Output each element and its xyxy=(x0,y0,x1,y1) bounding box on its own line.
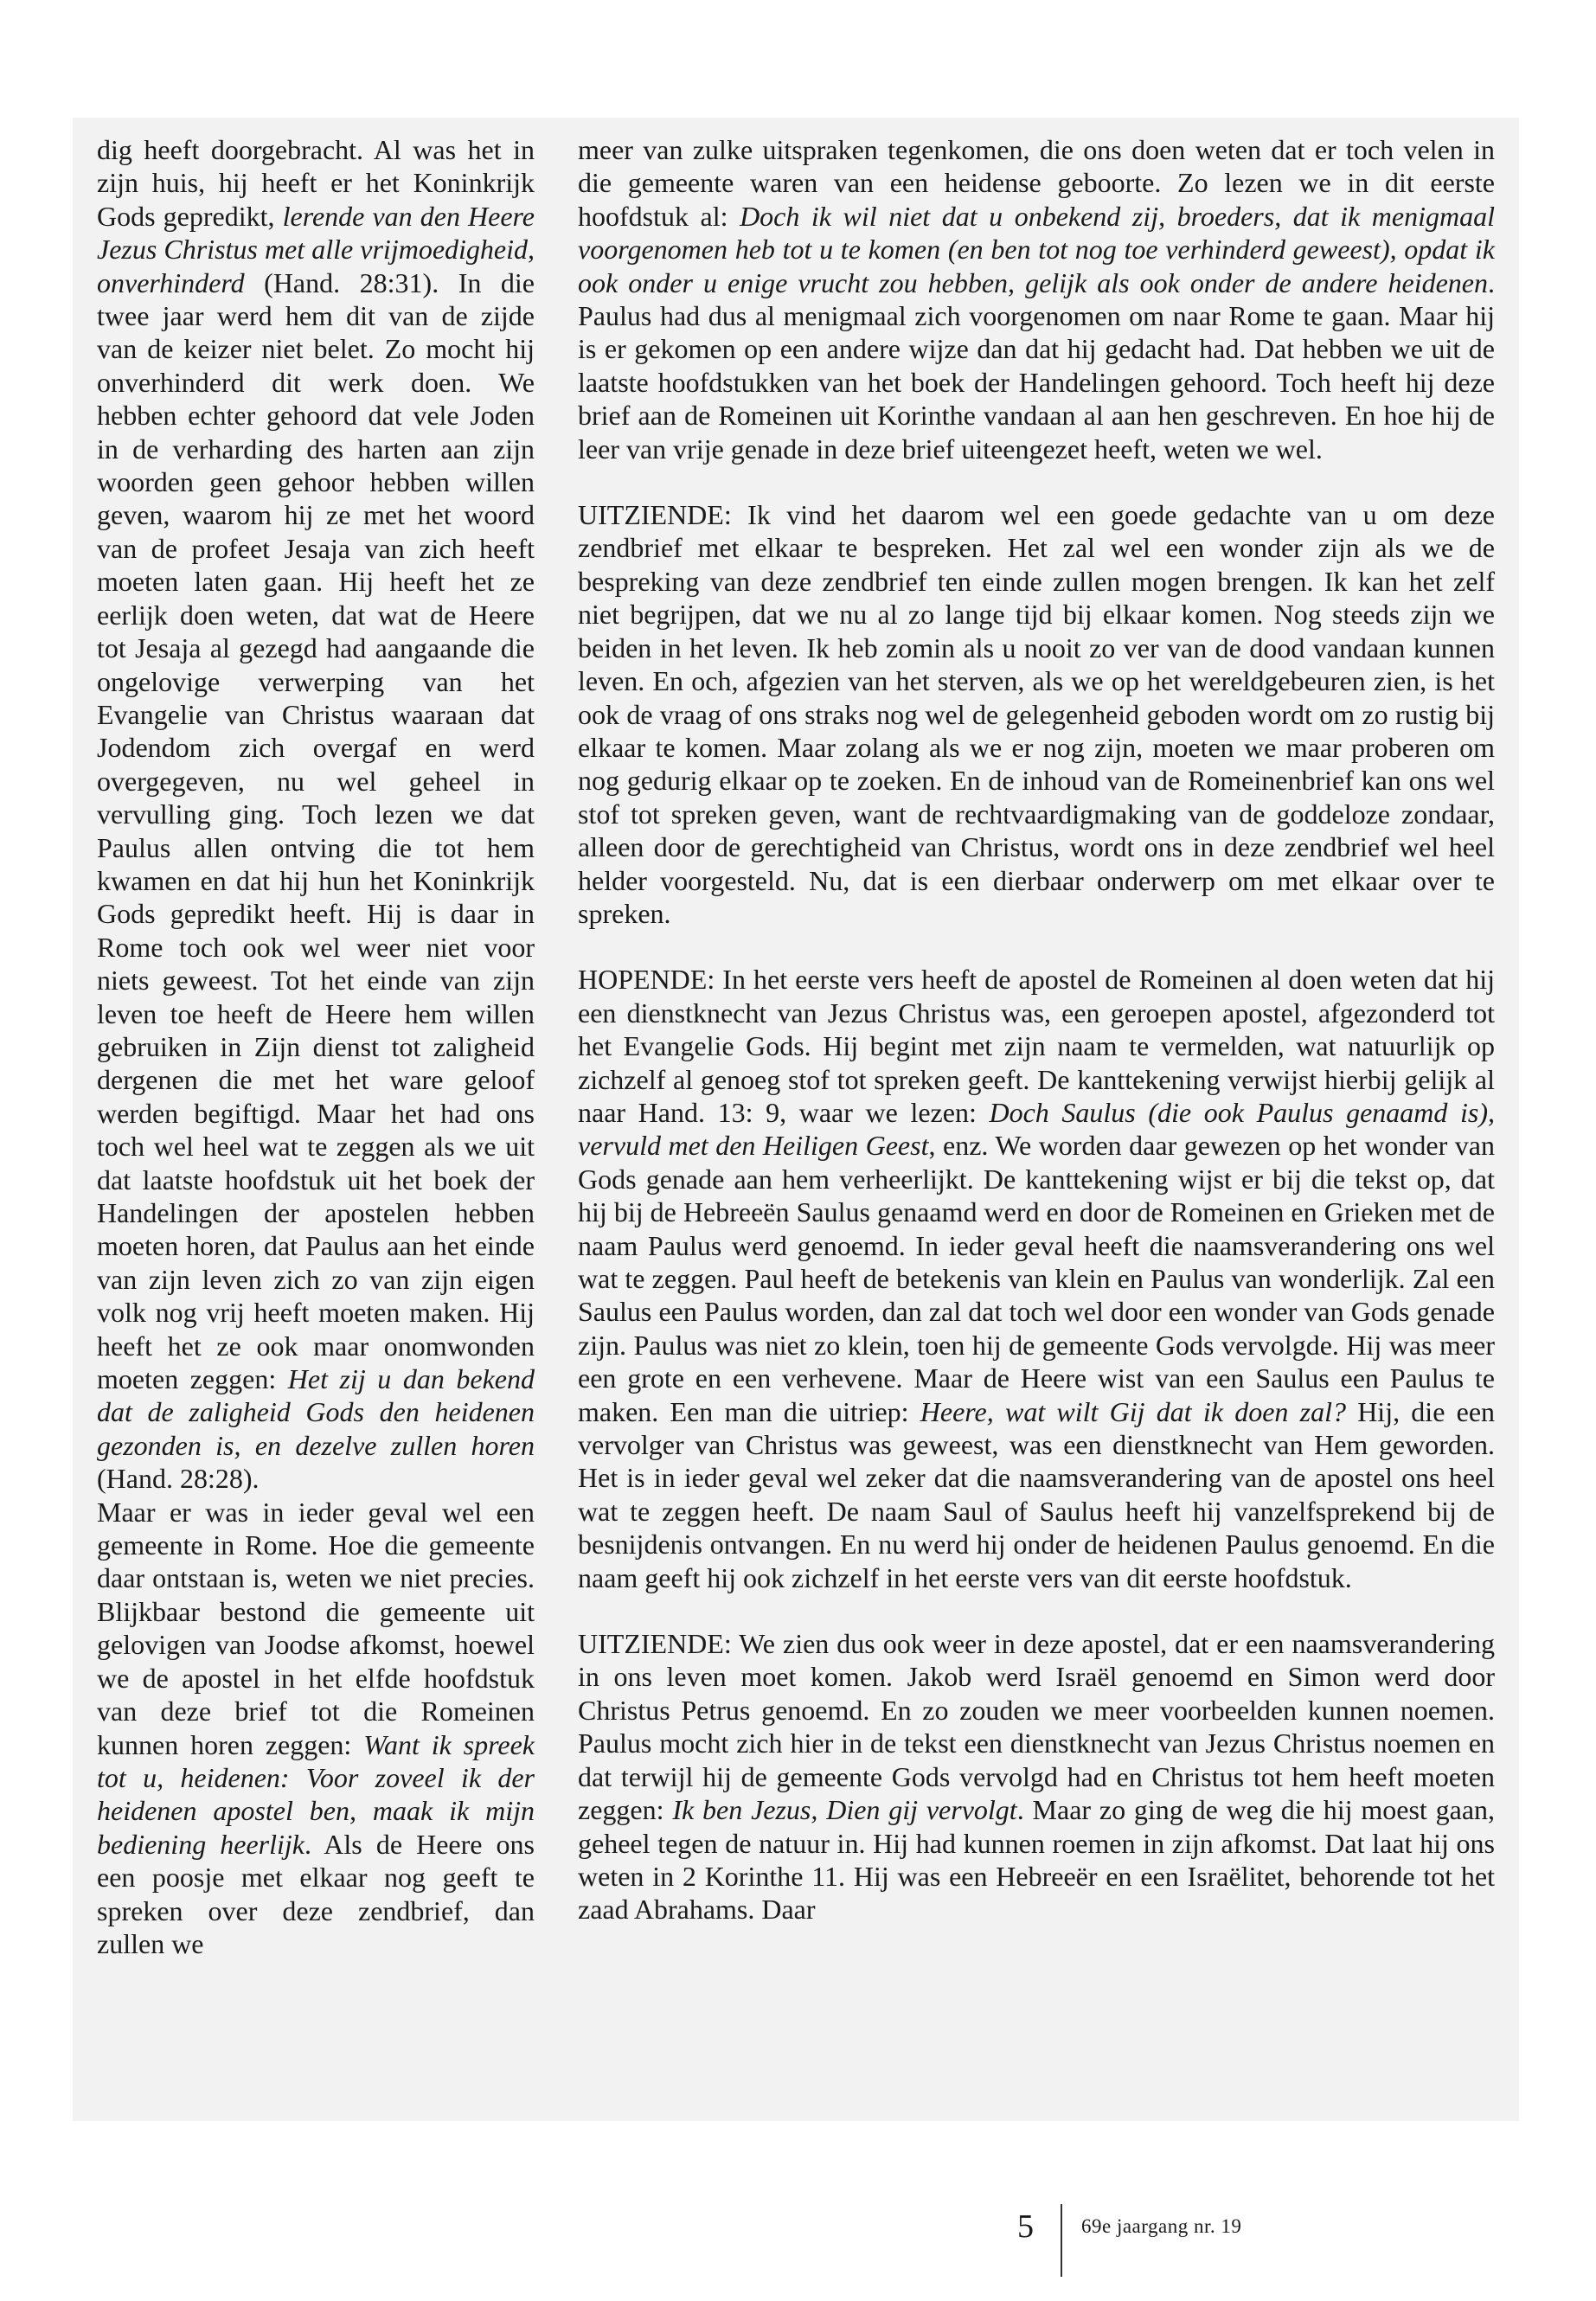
page-number: 5 xyxy=(1017,2208,1034,2245)
italic-quote: Doch ik wil niet dat u onbekend zij, broeders, dat ik menigmaal voorgenomen heb tot u te komen (en ben tot nog toe verhinderd geweest), opdat ik ook onder u enige vrucht zou hebben, gelijk als ook onder de andere heidenen xyxy=(578,200,1496,298)
paragraph xyxy=(97,133,535,1496)
text-run: Maar er was in ieder geval wel een gemeente in Rome. Hoe die gemeente daar ontstaan is, weten we niet precies. Blijkbaar bestond die gemeente uit gelovigen van Joodse afkomst, hoewel we de apostel in het elfde hoofdstuk van deze brief tot die Romeinen kunnen horen zeggen: xyxy=(97,1496,535,1760)
left-column xyxy=(97,133,535,1960)
text-run: UITZIENDE: Ik vind het daarom wel een goede gedachte van u om deze zendbrief met elkaar te bespreken. Het zal wel een wonder zijn als we de bespreking van deze zendbrief ten einde zullen mogen brengen. Ik kan het zelf niet begrijpen, dat we nu al zo lange tijd bij elkaar komen. Nog steeds zijn we beiden in het leven. Ik heb zomin als u nooit zo ver van de dood vandaan kunnen leven. En och, afgezien van het sterven, als we op het wereldgebeuren zien, is het ook de vraag of ons straks nog wel de gelegenheid geboden wordt om zo rustig bij elkaar te komen. Maar zolang als we er nog zijn, moeten we maar proberen om nog gedurig elkaar op te zoeken. En de inhoud van de Romeinenbrief kan ons wel stof tot spreken geven, want de rechtvaardigmaking van de goddeloze zondaar, alleen door de gerechtigheid van Christus, wordt ons in deze zendbrief wel heel helder voorgesteld. Nu, dat is een dierbaar onderwerp om met elkaar over te spreken. xyxy=(578,499,1495,929)
text-run: . Als de Heere ons een poosje met elkaar nog geeft te spreken over deze zendbrief, dan zullen we xyxy=(97,1828,535,1959)
italic-quote: Want ik spreek tot u, heidenen: Voor zoveel ik der heidenen apostel ben, maak ik mijn bediening heerlijk xyxy=(97,1728,535,1860)
italic-quote: lerende van den Heere Jezus Christus met alle vrijmoedigheid, onverhinderd xyxy=(97,200,535,298)
text-run: (Hand. 28:31). In die twee jaar werd hem dit van de zijde van de keizer niet belet. Zo mocht hij onverhinderd dit werk doen. We hebben echter gehoord dat vele Joden in de verharding des harten aan zijn woorden geen gehoor hebben willen geven, waarom hij ze met het woord van de profeet Jesaja van zich heeft moeten laten gaan. Hij heeft het ze eerlijk doen weten, dat wat de Heere tot Jesaja al gezegd had aangaande die ongelovige verwerping van het Evangelie van Christus waaraan dat Jodendom zich overgaf en werd overgegeven, nu wel geheel in vervulling ging. Toch lezen we dat Paulus allen ontving die tot hem kwamen en dat hij hun het Koninkrijk Gods gepredikt heeft. Hij is daar in Rome toch ook wel weer niet voor niets geweest. Tot het einde van zijn leven toe heeft de Heere hem willen gebruiken in Zijn dienst tot zaligheid dergenen die met het ware geloof werden begiftigd. Maar het had ons toch wel heel wat te zeggen als we uit dat laatste hoofdstuk uit het boek der Handelingen der apostelen hebben moeten horen, dat Paulus aan het einde van zijn leven zich zo van zijn eigen volk nog vrij heeft moeten maken. Hij heeft het ze ook maar onomwonden moeten zeggen: xyxy=(97,266,535,1395)
italic-quote: Heere, wat wilt Gij dat ik doen zal? xyxy=(920,1395,1346,1427)
text-run: . Maar zo ging de weg die hij moest gaan, geheel tegen de natuur in. Hij had kunnen roemen in zijn afkomst. Dat laat hij ons weten in 2 Korinthe 11. Hij was een Hebreeër en een Israëlitet, behorende tot het zaad Abrahams. Daar xyxy=(578,1794,1496,1926)
paragraph xyxy=(578,1627,1495,1926)
italic-quote: Ik ben Jezus, Dien gij vervolgt xyxy=(672,1794,1017,1826)
text-run: meer van zulke uitspraken tegenkomen, die ons doen weten dat er toch velen in die gemeente waren van een heidense geboorte. Zo lezen we in dit eerste hoofdstuk al: xyxy=(578,134,1495,232)
right-column xyxy=(578,133,1495,1926)
text-run: Hij, die een vervolger van Christus was geweest, was een dienstknecht van Hem geworden. Het is in ieder geval wel zeker dat die naamsverandering van de apostel ons heel wat te zeggen heeft. De naam Saul of Saulus heeft hij vanzelfsprekend bij de besnijdenis ontvangen. En nu werd hij onder de heidenen Paulus genoemd. En die naam geeft hij ook zichzelf in het eerste vers van dit eerste hoofdstuk. xyxy=(578,1395,1496,1593)
text-run: (Hand. 28:28). xyxy=(97,1463,260,1495)
paragraph xyxy=(97,1496,535,1961)
paragraph xyxy=(578,963,1495,1594)
paragraph xyxy=(578,498,1495,930)
paragraph xyxy=(578,133,1495,465)
page-footer xyxy=(0,2204,1596,2282)
text-run: , enz. We worden daar gewezen op het wonder van Gods genade aan hem verheerlijkt. De kanttekening wijst er bij die tekst op, dat hij bij de Hebreeën Saulus genaamd werd en door de Romeinen en Grieken met de naam Paulus werd genoemd. In ieder geval heeft die naamsverandering ons wel wat te zeggen. Paul heeft de betekenis van klein en Paulus van wonderlijk. Zal een Saulus een Paulus worden, dan zal dat toch wel door een wonder van Gods genade zijn. Paulus was niet zo klein, toen hij de gemeente Gods vervolgde. Hij was meer een grote en een verhevene. Maar de Heere wist van een Saulus een Paulus te maken. Een man die uitriep: xyxy=(578,1130,1495,1427)
italic-quote: Het zij u dan bekend dat de zaligheid Gods den heidenen gezonden is, en dezelve zullen horen xyxy=(97,1363,535,1461)
text-run: dig heeft doorgebracht. Al was het in zijn huis, hij heeft er het Koninkrijk Gods gepredikt, xyxy=(97,134,535,232)
text-run: UITZIENDE: We zien dus ook weer in deze apostel, dat er een naamsverandering in ons leven moet komen. Jakob werd Israël genoemd en Simon werd door Christus Petrus genoemd. En zo zouden we meer voorbeelden kunnen noemen. Paulus mocht zich hier in de tekst een dienstknecht van Jezus Christus noemen en dat terwijl hij de gemeente Gods vervolgd had en Christus tot hem heeft moeten zeggen: xyxy=(578,1628,1495,1826)
italic-quote: Doch Saulus (die ook Paulus genaamd is), vervuld met den Heiligen Geest xyxy=(578,1096,1496,1162)
text-run: HOPENDE: In het eerste vers heeft de apostel de Romeinen al doen weten dat hij een dienstknecht van Jezus Christus was, een geroepen apostel, afgezonderd tot het Evangelie Gods. Hij begint met zijn naam te vermelden, wat natuurlijk op zichzelf al genoeg stof tot spreken geeft. De kanttekening verwijst hierbij gelijk al naar Hand. 13: 9, waar we lezen: xyxy=(578,964,1495,1128)
issue-label: 69e jaargang nr. 19 xyxy=(1081,2215,1242,2237)
footer-divider xyxy=(1061,2204,1062,2277)
text-run: . Paulus had dus al menigmaal zich voorgenomen om naar Rome te gaan. Maar hij is er gekomen op een andere wijze dan dat hij gedacht had. Dat hebben we uit de laatste hoofdstukken van het boek der Handelingen gehoord. Toch heeft hij deze brief aan de Romeinen uit Korinthe vandaan al aan hen geschreven. En hoe hij de leer van vrije genade in deze brief uiteengezet heeft, weten we wel. xyxy=(578,266,1495,465)
